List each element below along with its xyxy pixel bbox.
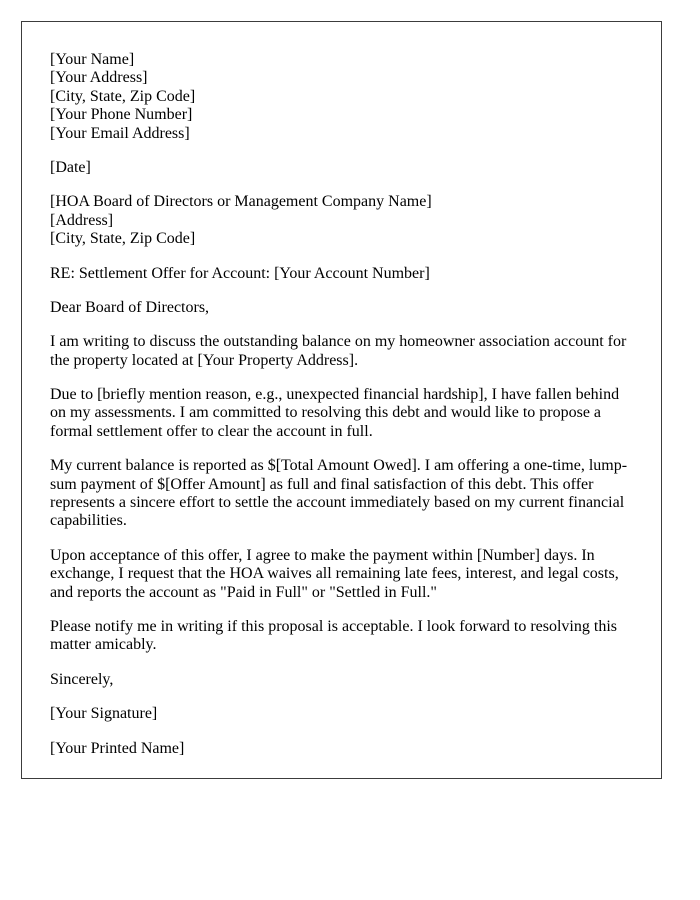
body-paragraph-2: Due to [briefly mention reason, e.g., unexpected financial hardship], I have fallen behind on my assessments. I am committed to resolving this debt and would like to propose a formal settlement offer to clear the account in full.	[50, 386, 620, 440]
sender-name: [Your Name]	[50, 51, 135, 68]
salutation: Dear Board of Directors,	[50, 298, 210, 316]
printed-name-placeholder: [Your Printed Name]	[50, 739, 185, 757]
sender-address-block	[50, 51, 633, 143]
closing: Sincerely,	[50, 670, 114, 688]
subject-line: RE: Settlement Offer for Account: [Your Account Number]	[50, 264, 430, 282]
recipient-address-block	[50, 193, 633, 248]
recipient-address: [Address]	[50, 211, 114, 229]
signature-placeholder: [Your Signature]	[50, 705, 158, 723]
sender-email: [Your Email Address]	[50, 124, 190, 142]
body-paragraph-4: Upon acceptance of this offer, I agree to make the payment within [Number] days. In exchange, I request that the HOA waives all remaining late fees, interest, and legal costs, and reports the account as "Paid in Full" or "Settled in Full."	[50, 546, 619, 601]
body-paragraph-5: Please notify me in writing if this proposal is acceptable. I look forward to resolving this matter amicably.	[50, 617, 617, 654]
recipient-name: [HOA Board of Directors or Management Company Name]	[50, 193, 432, 211]
date-line: [Date]	[50, 158, 91, 176]
recipient-city-state-zip: [City, State, Zip Code]	[50, 230, 196, 248]
body-paragraph-3: My current balance is reported as $[Total Amount Owed]. I am offering a one-time, lump-sum payment of $[Offer Amount] as full and final satisfaction of this debt. This offer represents a sincere effort to settle the account immediately based on my current financial capabilities.	[50, 457, 628, 530]
sender-phone: [Your Phone Number]	[50, 106, 193, 124]
sender-city-state-zip: [City, State, Zip Code]	[50, 87, 196, 105]
body-paragraph-1: I am writing to discuss the outstanding balance on my homeowner association account for the property located at [Your Property Address].	[50, 333, 627, 369]
sender-address: [Your Address]	[50, 69, 148, 87]
letter-document	[21, 21, 662, 779]
